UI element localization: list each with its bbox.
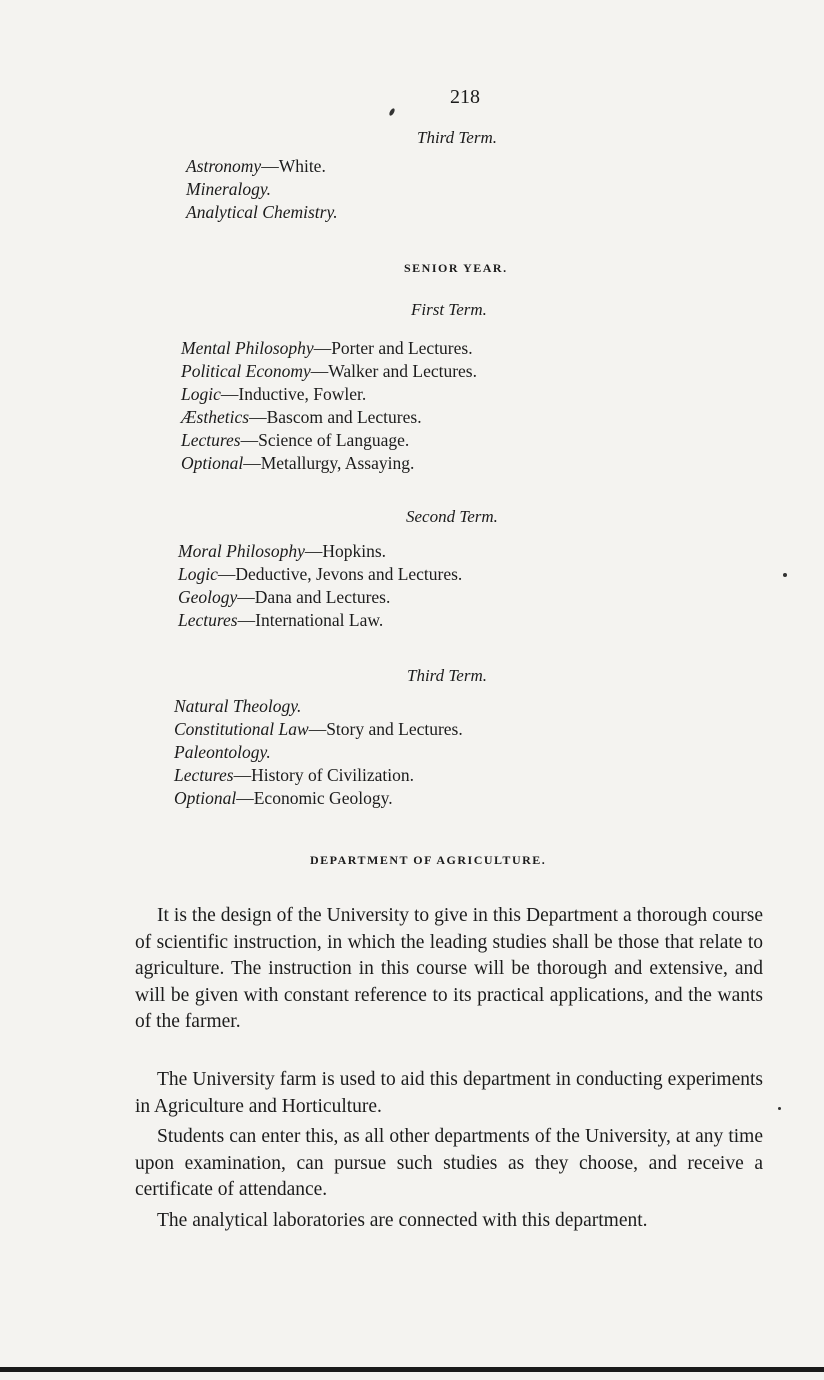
course-detail: —Hopkins. — [304, 541, 387, 561]
course-detail: —Bascom and Lectures. — [249, 407, 422, 427]
course-detail: —Inductive, Fowler. — [220, 384, 367, 404]
course-item — [178, 586, 462, 609]
course-detail: —Dana and Lectures. — [237, 587, 391, 607]
course-item — [178, 609, 462, 632]
scan-speck — [778, 1107, 781, 1110]
course-subject: Optional — [174, 788, 237, 808]
senior-first-term-heading: First Term. — [411, 300, 487, 319]
course-subject: Logic — [181, 384, 221, 404]
course-subject: Optional — [181, 453, 244, 473]
course-subject: Æsthetics — [181, 407, 250, 427]
course-subject: Astronomy — [186, 156, 262, 176]
agriculture-paragraph: It is the design of the University to give in this Department a thorough course of scientific instruction, in which the leading studies shall be those that relate to agriculture. The instruction in this course will be thorough and extensive, and will be given with constant reference to its practical applications, and the wants of the farmer. — [135, 905, 763, 1032]
course-item — [186, 178, 338, 201]
course-detail: —Metallurgy, Assaying. — [243, 453, 415, 473]
page-number: 218 — [450, 86, 480, 108]
course-detail: —Walker and Lectures. — [310, 361, 477, 381]
course-item — [186, 201, 338, 224]
course-subject: Geology — [178, 587, 238, 607]
course-item — [181, 452, 477, 475]
agriculture-paragraph: The University farm is used to aid this department in conducting experiments in Agriculture and Horticulture. — [135, 1069, 763, 1117]
agriculture-paragraph: Students can enter this, as all other departments of the University, at any time upon examination, can pursue such studies as they choose, and receive a certificate of attendance. — [135, 1126, 763, 1200]
scan-speck — [783, 573, 787, 577]
agriculture-heading: DEPARTMENT OF AGRICULTURE. — [310, 853, 547, 867]
junior-third-term-courses — [186, 155, 338, 224]
course-subject: Lectures — [178, 610, 238, 630]
course-subject: Natural Theology. — [174, 696, 302, 716]
senior-third-term-courses — [174, 695, 463, 810]
course-detail: —White. — [261, 156, 326, 176]
senior-first-term-courses — [181, 337, 477, 475]
course-item — [174, 787, 463, 810]
course-subject: Constitutional Law — [174, 719, 309, 739]
course-subject: Logic — [178, 564, 218, 584]
course-detail: —International Law. — [237, 610, 384, 630]
course-item — [186, 155, 338, 178]
course-subject: Lectures — [174, 765, 234, 785]
course-item — [181, 360, 477, 383]
course-item — [181, 337, 477, 360]
course-item — [181, 406, 477, 429]
course-item — [181, 383, 477, 406]
course-subject: Mineralogy. — [186, 179, 272, 199]
course-subject: Mental Philosophy — [181, 338, 314, 358]
course-subject: Moral Philosophy — [178, 541, 305, 561]
course-item — [174, 764, 463, 787]
course-item — [174, 718, 463, 741]
course-subject: Lectures — [181, 430, 241, 450]
junior-third-term-heading: Third Term. — [417, 128, 497, 147]
scan-edge-bar — [0, 1367, 824, 1372]
course-detail: —Porter and Lectures. — [313, 338, 473, 358]
course-detail: —Story and Lectures. — [308, 719, 463, 739]
course-detail: —Economic Geology. — [236, 788, 393, 808]
senior-second-term-courses — [178, 540, 462, 632]
course-subject: Paleontology. — [174, 742, 271, 762]
course-detail: —Science of Language. — [240, 430, 410, 450]
senior-second-term-heading: Second Term. — [406, 507, 498, 526]
course-item — [174, 695, 463, 718]
course-detail: —History of Civilization. — [233, 765, 414, 785]
course-item — [181, 429, 477, 452]
course-subject: Analytical Chemistry. — [186, 202, 338, 222]
course-item — [178, 540, 462, 563]
course-subject: Political Economy — [181, 361, 311, 381]
course-item — [174, 741, 463, 764]
agriculture-paragraph: The analytical laboratories are connected with this department. — [157, 1210, 648, 1231]
senior-third-term-heading: Third Term. — [407, 666, 487, 685]
course-detail: —Deductive, Jevons and Lectures. — [217, 564, 463, 584]
course-item — [178, 563, 462, 586]
senior-year-heading: SENIOR YEAR. — [404, 261, 508, 275]
